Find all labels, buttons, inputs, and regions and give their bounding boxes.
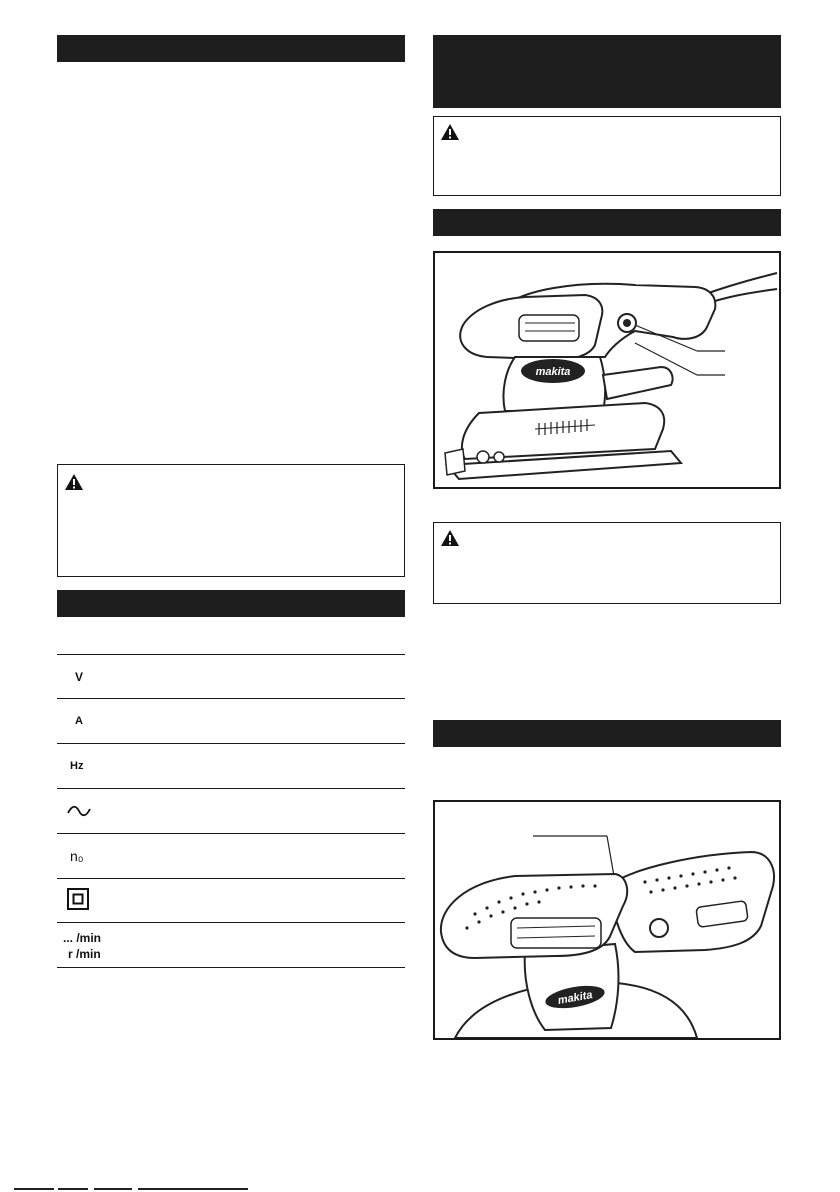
sander-illustration-2 xyxy=(435,802,779,1038)
warning-triangle-icon xyxy=(440,529,460,547)
symbol-per-minute-dots: ... /min xyxy=(63,931,102,945)
section-header-bar-right-top xyxy=(433,35,781,108)
section-header-bar-right-middle xyxy=(433,209,781,236)
footer-print-mark xyxy=(14,1188,54,1190)
section-header-bar-right-bottom xyxy=(433,720,781,747)
brand-logo-1: makita xyxy=(535,366,571,378)
symbol-hertz: Hz xyxy=(70,760,84,772)
section-header-bar-left-top xyxy=(57,35,405,62)
table-rule xyxy=(57,922,405,923)
warning-box-right-top xyxy=(433,116,781,196)
table-rule xyxy=(57,698,405,699)
warning-triangle-icon xyxy=(440,123,460,141)
symbol-no-load-speed: n₀ xyxy=(70,848,84,864)
symbol-ampere: A xyxy=(75,715,83,727)
brand-logo-2: makita xyxy=(556,989,594,1007)
alternating-current-icon xyxy=(66,804,92,818)
footer-print-mark xyxy=(58,1188,88,1190)
table-rule xyxy=(57,878,405,879)
table-rule xyxy=(57,654,405,655)
symbol-volt: V xyxy=(75,670,84,684)
footer-print-mark xyxy=(138,1188,248,1190)
table-rule xyxy=(57,788,405,789)
symbol-per-minute-r: r /min xyxy=(68,947,101,961)
figure-sander-switch xyxy=(433,251,781,489)
table-rule xyxy=(57,967,405,968)
figure-sander-top xyxy=(433,800,781,1040)
section-header-bar-symbols xyxy=(57,590,405,617)
table-rule xyxy=(57,743,405,744)
footer-print-mark xyxy=(94,1188,132,1190)
warning-triangle-icon xyxy=(64,473,84,491)
table-rule xyxy=(57,833,405,834)
warning-box-left xyxy=(57,464,405,577)
class-ii-double-insulation-icon xyxy=(67,888,89,910)
warning-box-right-middle xyxy=(433,522,781,604)
sander-illustration-1 xyxy=(435,253,779,487)
